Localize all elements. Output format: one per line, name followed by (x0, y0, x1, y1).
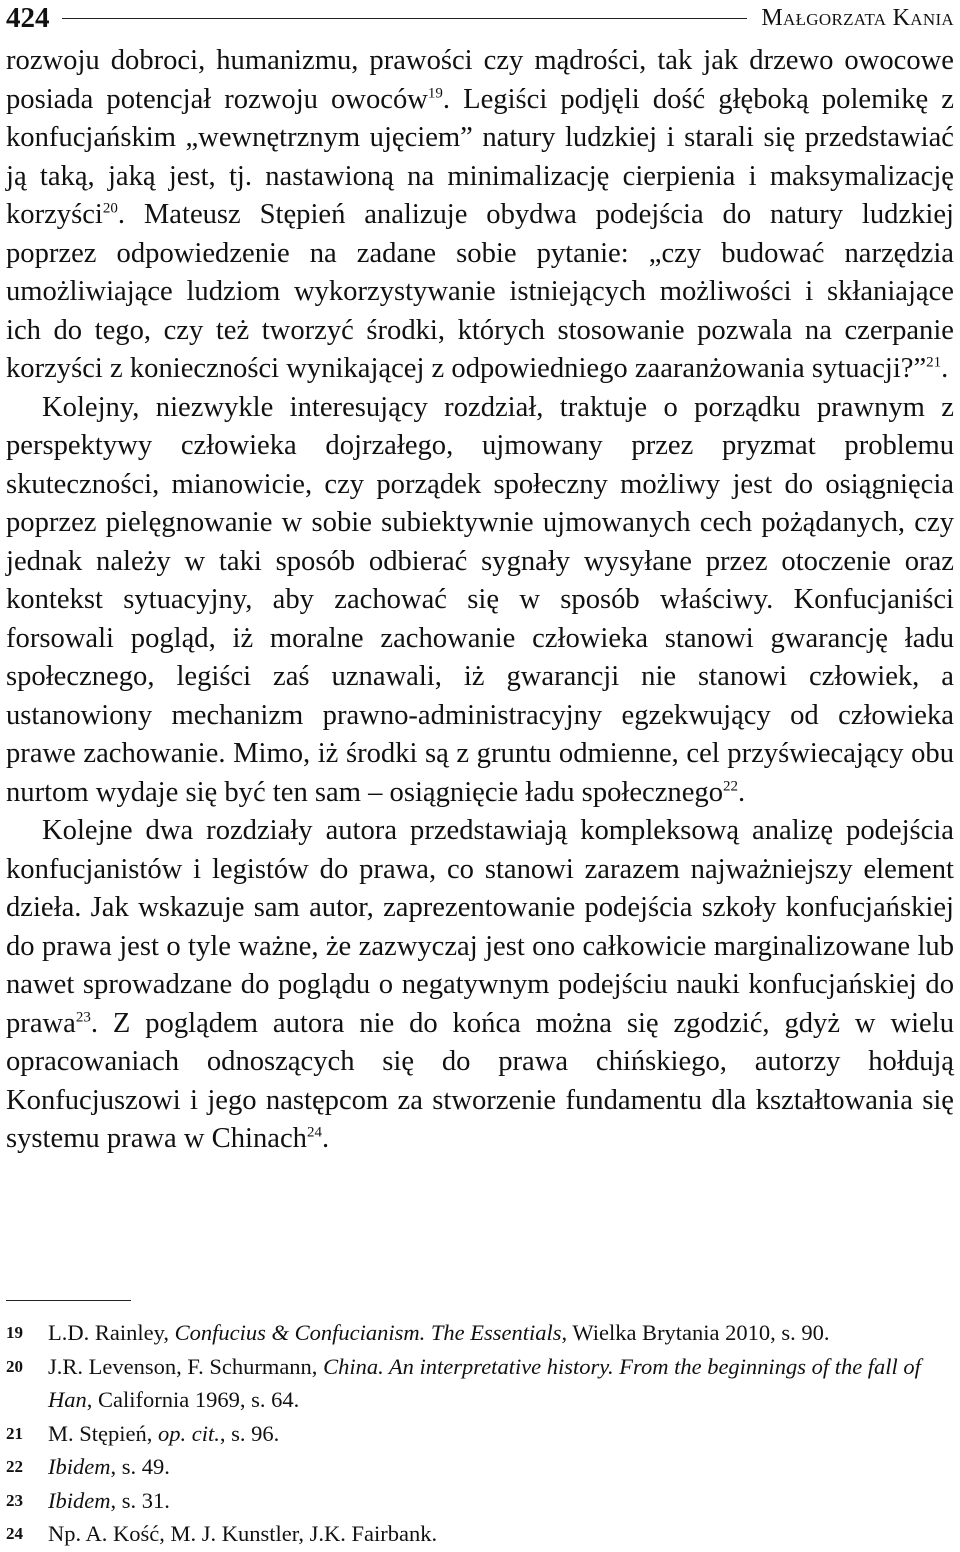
footnote-number: 24 (6, 1524, 23, 1543)
footnote-number: 22 (6, 1457, 23, 1476)
page-number: 424 (6, 1, 50, 34)
footnote-separator (6, 1300, 131, 1301)
footnotes (6, 1316, 954, 1551)
footnote-ref-22[interactable]: 22 (723, 777, 739, 794)
running-head-author: Małgorzata Kania (761, 4, 954, 31)
paragraph-text: . Mateusz Stępień analizuje obydwa podejścia do natury ludzkiej poprzez odpowiedzenie na zadane sobie pytanie: „czy budować narzędzia umożliwiające ludziom wykorzystywanie istniejących możliwości i skłaniające ich do tego, czy też tworzyć środki, których stosowanie pozwala na czerpanie korzyści z konieczności wynikającej z odpowiedniego zaaranżowania sytuacji?” (6, 199, 954, 384)
footnote-text: J.R. Levenson, F. Schurmann, China. An interpretative history. From the beginnings of the fall of Han, California 1969, s. 64. (48, 1353, 921, 1412)
paragraph-text: Kolejne dwa rozdziały autora przedstawiają kompleksową analizę podejścia konfucjanistów i legistów do prawa, co stanowi zarazem najważniejszy element dzieła. Jak wskazuje sam autor, zaprezentowanie podejścia szkoły konfucjańskiej do prawa jest o tyle ważne, że zazwyczaj jest ono całkowicie marginalizowane lub nawet sprowadzane do poglądu o negatywnym podejściu nauki konfucjańskiej do prawa (6, 815, 954, 1039)
paragraph-text: . Legiści podjęli dość głęboką polemikę z konfucjańskim „wewnętrznym ujęciem” natury ludzkiej i starali się przedstawiać ją taką, jaką jest, tj. nastawioną na minimalizację cierpienia i maksymalizację korzyści (6, 83, 955, 230)
paragraph-text: . Z poglądem autora nie do końca można się zgodzić, gdyż w wielu opracowaniach odnoszących się do prawa chińskiego, autorzy hołdują Konfucjuszowi i jego następcom za stworzenie fundamentu dla kształtowania się systemu prawa w Chinach (6, 1007, 954, 1154)
footnote-text: Np. A. Kość, M. J. Kunstler, J.K. Fairbank. (48, 1521, 438, 1546)
main-text (6, 42, 954, 1159)
footnote-ref-21[interactable]: 21 (926, 354, 942, 371)
footnote-number: 20 (6, 1356, 23, 1376)
paragraph-3 (6, 812, 954, 1159)
page-header (6, 0, 954, 36)
footnote-20 (6, 1350, 954, 1417)
footnote-text: M. Stępień, op. cit., s. 96. (48, 1420, 280, 1446)
footnote-22 (6, 1450, 954, 1484)
footnote-number: 23 (6, 1490, 23, 1510)
paragraph-text: Kolejny, niezwykle interesujący rozdział, traktuje o porządku prawnym z perspektywy człowieka dojrzałego, ujmowany przez pryzmat problemu skuteczności, mianowicie, czy porządek społeczny możliwy jest do osiągnięcia poprzez pielęgnowanie w sobie subiektywnie ujmowanych cech pożądanych, czy jednak należy w taki sposób odbierać sygnały wysyłane przez otoczenie oraz kontekst sytuacyjny, aby zachować się w sposób właściwy. Konfucjaniści forsowali pogląd, iż moralne zachowanie człowieka stanowi gwarancję ładu społecznego, legiści zaś uznawali, iż gwarancji nie stanowi człowiek, a ustanowiony mechanizm prawno-administracyjny egzekwujący od człowieka prawe zachowanie. Mimo, iż środki są z gruntu odmienne, cel przyświecający obu nurtom wydaje się być ten sam – osiągnięcie ładu społecznego (6, 391, 954, 808)
header-rule (62, 18, 748, 19)
footnote-text: Ibidem, s. 49. (48, 1454, 170, 1479)
footnote-ref-20[interactable]: 20 (102, 200, 118, 217)
footnote-24 (6, 1517, 954, 1551)
paragraph-text: rozwoju dobroci, humanizmu, prawości czy mądrości, tak jak drzewo owocowe posiada potencjał rozwoju owoców (6, 45, 954, 115)
footnote-23 (6, 1484, 954, 1518)
paragraph-2 (6, 389, 954, 813)
footnote-ref-19[interactable]: 19 (427, 84, 443, 101)
footnote-21 (6, 1417, 954, 1451)
footnote-ref-24[interactable]: 24 (306, 1124, 322, 1141)
paragraph-text: . (738, 776, 746, 808)
paragraph-1 (6, 42, 954, 389)
footnote-number: 19 (6, 1323, 23, 1342)
footnote-text: L.D. Rainley, Confucius & Confucianism. The Essentials, Wielka Brytania 2010, s. 90. (48, 1320, 830, 1345)
paragraph-text: . (321, 1123, 330, 1154)
footnote-ref-23[interactable]: 23 (75, 1008, 91, 1025)
paragraph-text: . (941, 353, 949, 384)
footnote-text: Ibidem, s. 31. (48, 1487, 170, 1513)
footnote-number: 21 (6, 1423, 23, 1443)
footnote-19 (6, 1316, 954, 1350)
